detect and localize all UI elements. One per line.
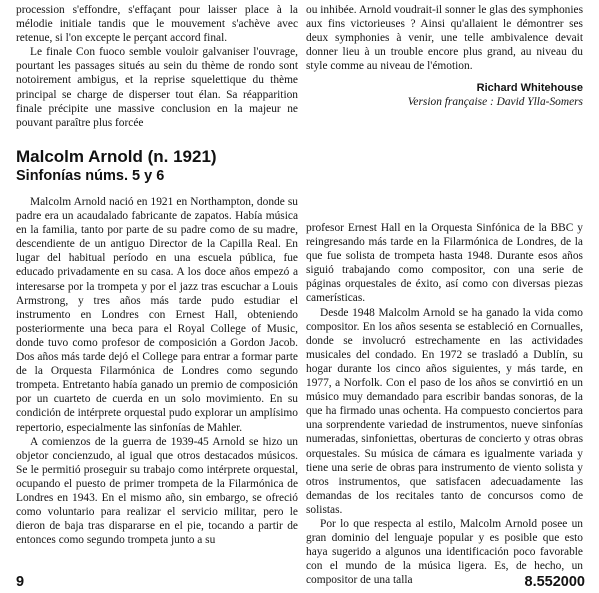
page-number: 9: [16, 574, 25, 590]
paragraph: Desde 1948 Malcolm Arnold se ha ganado la vida como compositor. En los años sesenta se estableció en Cornualles, donde se involucró estrechamente en las actividades musicales del condado. En 1972 se trasladó a Dublín, su hogar durante los cinco años siguientes, y más tarde, en 1977, a Norfolk. Con el paso de los años se convirtió en un músico muy demandado para escribir bandas sonoras, de la que ha firmado unas ochenta. Ha compuesto conciertos para una sorprendente variedad de instrumentos, nueve sinfonías numeradas, sinfoniettas, oberturas de concierto y otras obras orquestales. Su música de cámara es igualmente variada y tiene una serie de obras para instrumento de viento solista y otros instrumentos, que satisfacen adecuadamente las demandas de los recitales tanto de concursos como de solistas.: [306, 306, 583, 516]
paragraph: Le finale Con fuoco semble vouloir galvaniser l'ouvrage, pourtant les passages situés au sein du thème de rondo sont notoirement ambigus, et la reprise squelettique du thème principal se charge de disperser tout élan. Sa réapparition finale précipite une massive conclusion en la majeur ne pouvant paraître plus forcée: [16, 46, 298, 129]
author-signature: Richard Whitehouse: [476, 82, 583, 95]
section-subtitle: Sinfonías núms. 5 y 6: [16, 168, 165, 184]
translator-credit: Version française : David Ylla-Somers: [407, 96, 583, 109]
paragraph: Por lo que respecta al estilo, Malcolm Arnold posee un gran dominio del lenguaje popular y es posible que esto haya sugerido a algunos una identificación poco favorable con el mundo de la música ligera. Es, de hecho, un compositor de una talla: [306, 517, 583, 587]
body-right-column: [306, 221, 583, 587]
paragraph: profesor Ernest Hall en la Orquesta Sinfónica de la BBC y reingresando más tarde en la Filarmónica de Londres, de la que fue solista de trompeta hasta 1948. Durante esos años siguió trabajando como compositor, con una serie de páginas orquestales de éxito, así como con diversas piezas camerísticas.: [306, 222, 583, 305]
paragraph: A comienzos de la guerra de 1939-45 Arnold se hizo un objetor concienzudo, al igual que otros destacados músicos. Se le permitió proseguir su trabajo como intérprete orquestal, ocupando el puesto de primer trompeta de la Filarmónica de Londres en 1943. En el mismo año, sin embargo, se ofreció como voluntario para realizar el servicio militar, pero le dieron de baja tras dispararse en el pie, tocando a partir de entonces como segundo trompeta junto a su: [16, 435, 298, 547]
paragraph: ou inhibée. Arnold voudrait-il sonner le glas des symphonies aux fins victorieuses ? Ainsi qu'allaient le démontrer ses deux symphonies à venir, une telle ambivalence devait donner lieu à un trouble encore plus grand, au niveau du style comme au niveau de l'émotion.: [306, 4, 583, 73]
section-heading: [16, 147, 516, 185]
section-title: Malcolm Arnold (n. 1921): [16, 147, 217, 166]
top-left-column: [16, 3, 298, 130]
paragraph: procession s'effondre, s'effaçant pour laisser place à la mélodie initiale tandis que le mouvement s'achève avec retenue, si l'on excepte le perçant accord final.: [16, 4, 298, 45]
top-right-column: [306, 3, 583, 109]
paragraph: Malcolm Arnold nació en 1921 en Northampton, donde su padre era un acaudalado fabricante de zapatos. Había música en la familia, tanto por parte de su padre como de su madre, descendiente de un antiguo Director de la Capilla Real. En lugar del habitual período en una escuela pública, fue educado privadamente en su casa. A los doce años empezó a interesarse por la trompeta y por el jazz tras escuchar a Louis Armstrong, y tres años más tarde pudo estudiar el instrumento en Londres con Ernest Hall, obteniendo posteriormente una beca para el Royal College of Music, donde tuvo como profesor de composición a Gordon Jacob. Dos años más tarde dejó el College para entrar a formar parte de la Orquesta Filarmónica de Londres como segundo trompeta. Entretanto había ganado un premio de composición por un cuarteto de cuerda en un solo movimiento. En su condición de intérprete orquestal pudo explorar un amplísimo repertorio, especialmente las sinfonías de Mahler.: [16, 196, 298, 434]
body-left-column: [16, 195, 298, 547]
catalog-number: 8.552000: [524, 574, 585, 590]
